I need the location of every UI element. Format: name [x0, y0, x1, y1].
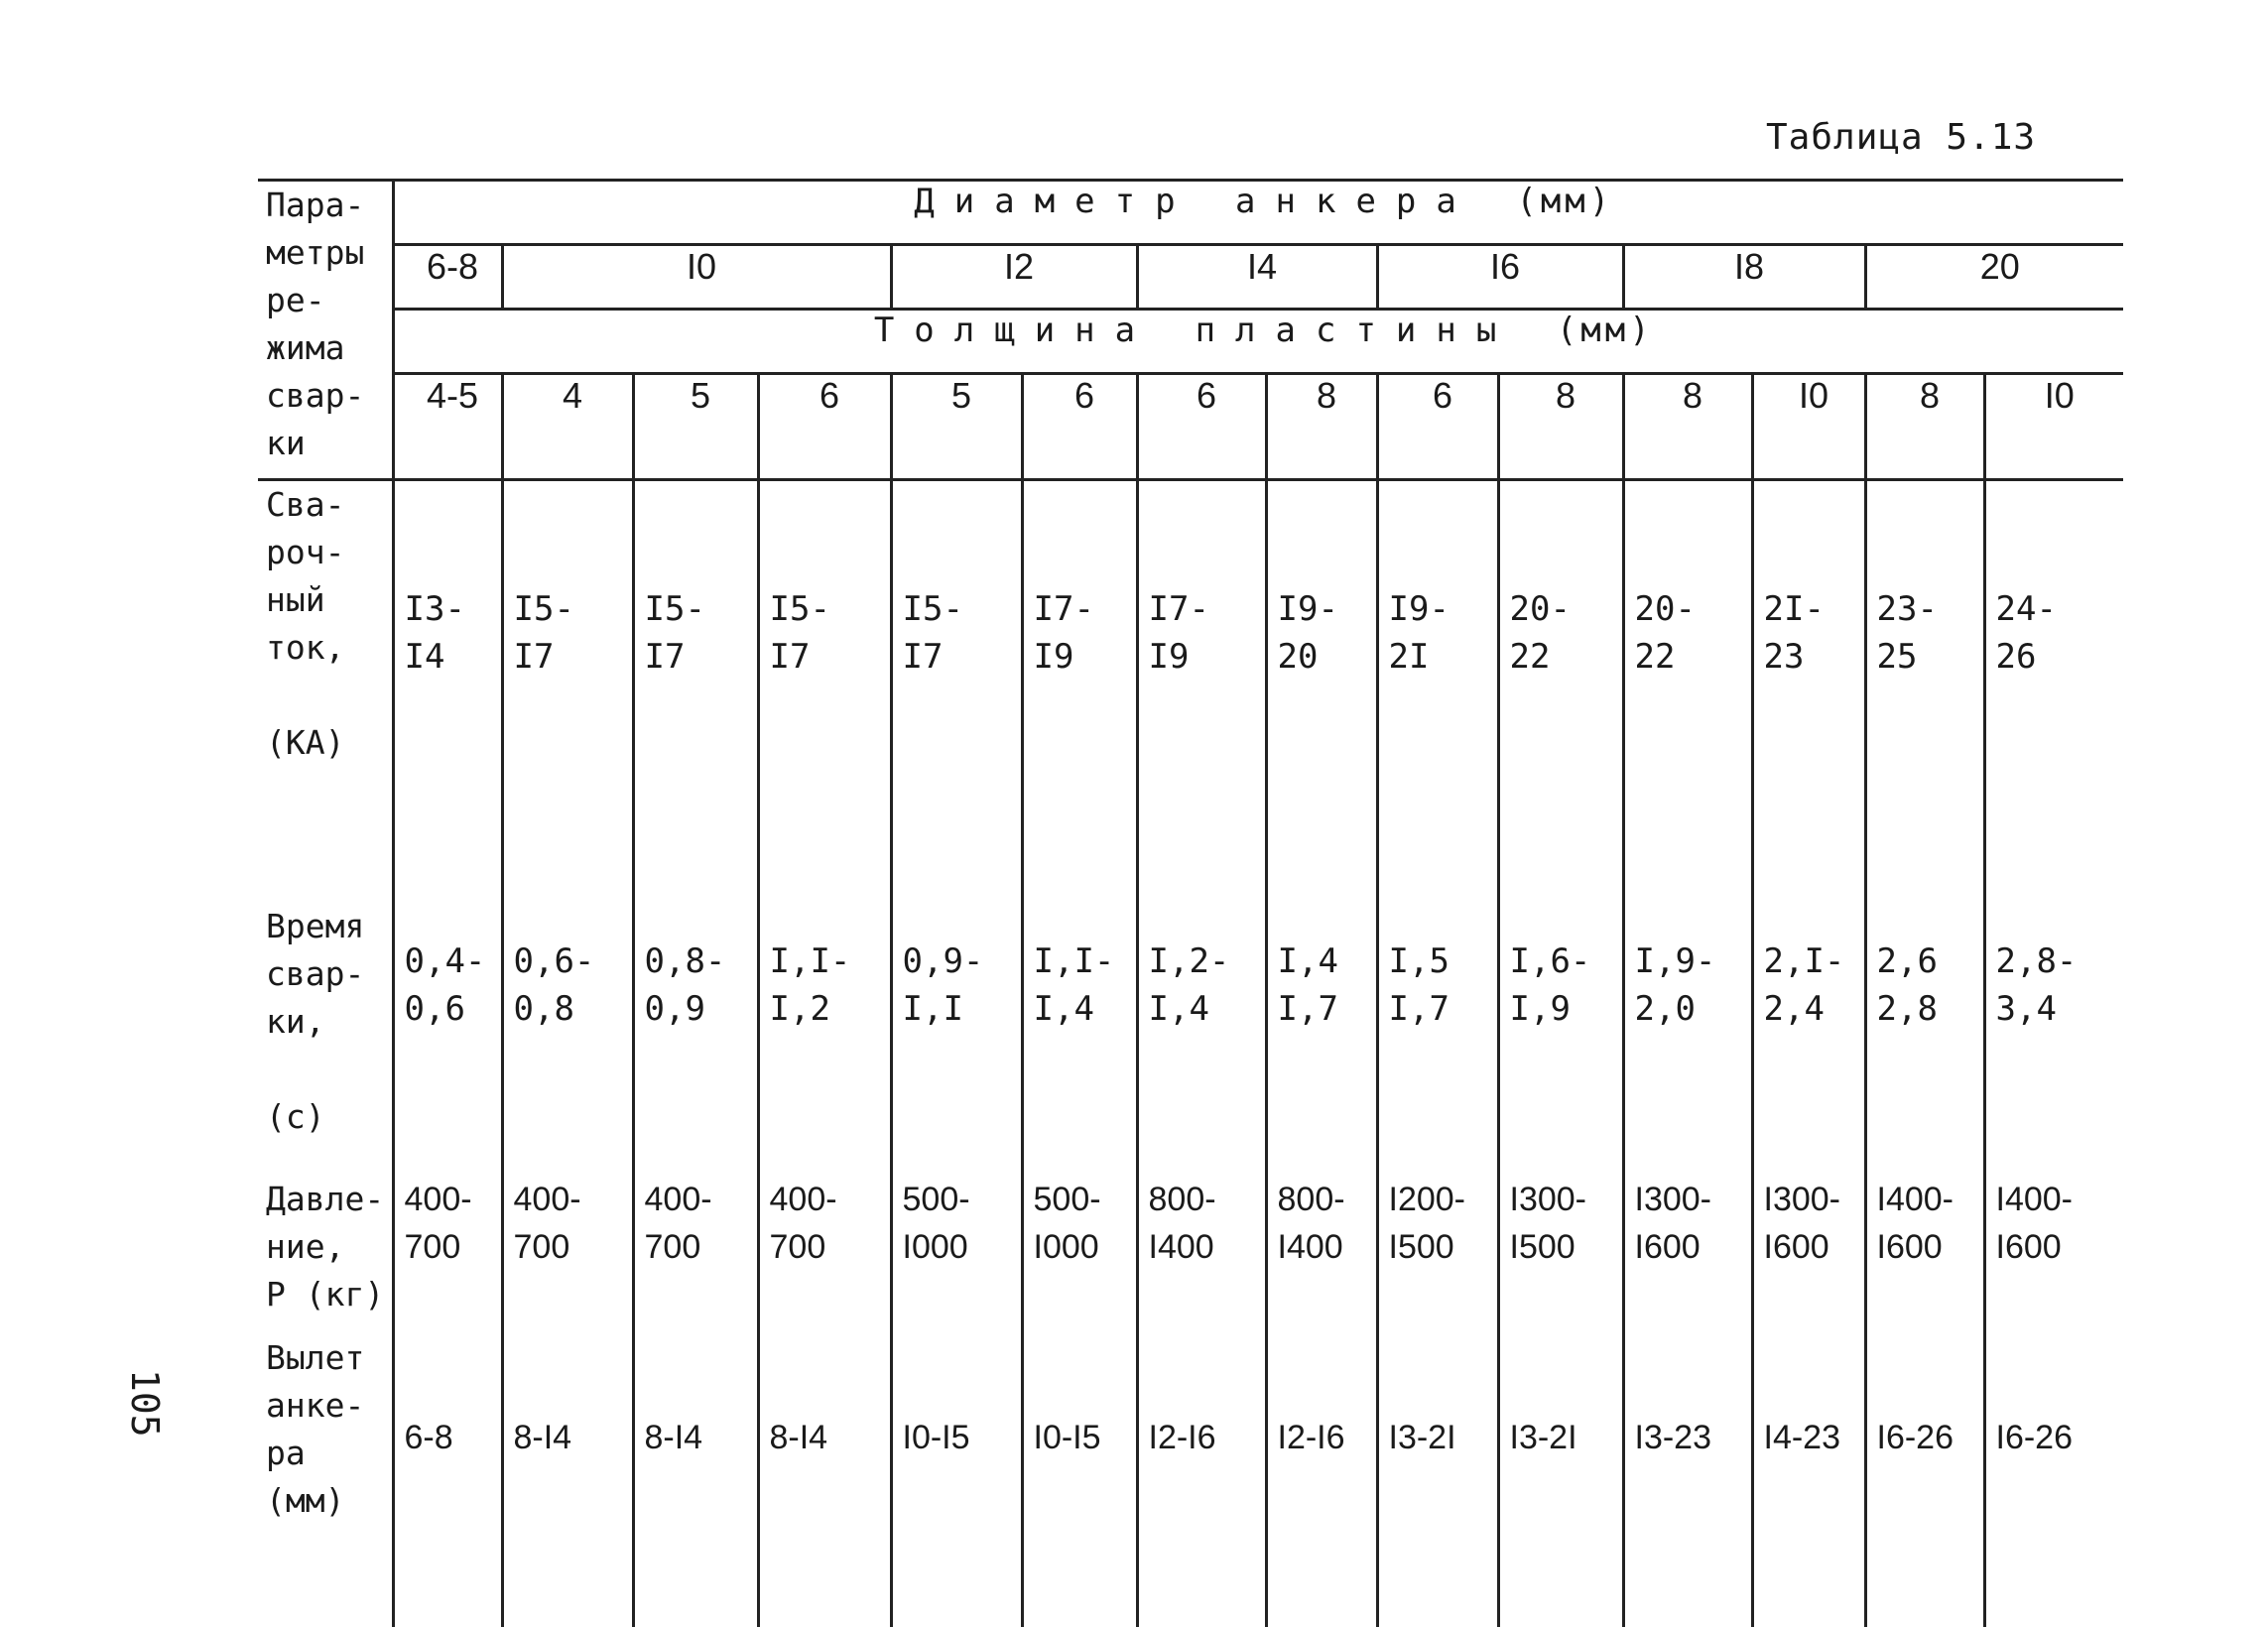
thickness-cell: 8	[1498, 374, 1623, 480]
value-cell: 2,6 2,8	[1865, 903, 1984, 1176]
thickness-cell: 5	[633, 374, 758, 480]
value-cell: 8-I4	[502, 1334, 633, 1627]
diameter-cell: 20	[1865, 245, 2123, 310]
value-cell: I5- I7	[758, 480, 891, 904]
thickness-cell: 5	[891, 374, 1022, 480]
thickness-title: Толщина пластины	[873, 311, 1517, 350]
page-number: 105	[123, 1369, 167, 1438]
thickness-unit: (мм)	[1556, 311, 1654, 350]
diameter-cell: I8	[1623, 245, 1865, 310]
thickness-cell: I0	[1752, 374, 1865, 480]
value-cell: I6-26	[1865, 1334, 1984, 1627]
value-cell: I400- I600	[1865, 1176, 1984, 1334]
value-cell: I4-23	[1752, 1334, 1865, 1627]
value-cell: 8-I4	[758, 1334, 891, 1627]
thickness-cell: 8	[1865, 374, 1984, 480]
value-cell: I300- I600	[1752, 1176, 1865, 1334]
value-cell: I0-I5	[891, 1334, 1022, 1627]
row-label: Время свар- ки, (с)	[266, 907, 365, 1136]
thickness-cell: 6	[1022, 374, 1137, 480]
value-cell: 400- 700	[393, 1176, 502, 1334]
value-cell: 400- 700	[758, 1176, 891, 1334]
welding-current-row	[258, 480, 2123, 904]
diameter-title: Диаметр анкера	[914, 182, 1476, 221]
value-cell: 8-I4	[633, 1334, 758, 1627]
diameter-cell: I4	[1137, 245, 1377, 310]
value-cell: I0-I5	[1022, 1334, 1137, 1627]
diameter-cell: I0	[502, 245, 891, 310]
diameter-cell: I2	[891, 245, 1137, 310]
value-cell: I,4 I,7	[1266, 903, 1377, 1176]
value-cell: I2-I6	[1137, 1334, 1266, 1627]
value-cell: 0,4- 0,6	[393, 903, 502, 1176]
value-cell: I9- 2I	[1377, 480, 1498, 904]
thickness-cell: 6	[1137, 374, 1266, 480]
value-cell: 0,8- 0,9	[633, 903, 758, 1176]
value-cell: 24- 26	[1984, 480, 2123, 904]
param-header-cell	[258, 181, 393, 480]
diameter-cell: I6	[1377, 245, 1623, 310]
value-cell: 500- I000	[1022, 1176, 1137, 1334]
thickness-cell: 4-5	[393, 374, 502, 480]
table-caption: Таблица 5.13	[1766, 117, 2037, 158]
row-label: Сва- роч- ный ток, (КА)	[266, 485, 345, 762]
diameter-unit: (мм)	[1516, 182, 1614, 221]
value-cell: I,9- 2,0	[1623, 903, 1752, 1176]
value-cell: I5- I7	[633, 480, 758, 904]
diameter-cell: 6-8	[393, 245, 502, 310]
value-cell: 2I- 23	[1752, 480, 1865, 904]
value-cell: I5- I7	[891, 480, 1022, 904]
thickness-header	[393, 310, 2123, 374]
value-cell: 500- I000	[891, 1176, 1022, 1334]
value-cell: I,I- I,4	[1022, 903, 1137, 1176]
row-label: Давле- ние, Р (кг)	[266, 1180, 385, 1314]
value-cell: I,6- I,9	[1498, 903, 1623, 1176]
value-cell: I400- I600	[1984, 1176, 2123, 1334]
value-cell: I,2- I,4	[1137, 903, 1266, 1176]
value-cell: 20- 22	[1623, 480, 1752, 904]
value-cell: 800- I400	[1137, 1176, 1266, 1334]
row-label: Вылет анке- ра (мм)	[266, 1338, 365, 1520]
value-cell: I6-26	[1984, 1334, 2123, 1627]
value-cell: 23- 25	[1865, 480, 1984, 904]
thickness-cell: I0	[1984, 374, 2123, 480]
value-cell: 2,8- 3,4	[1984, 903, 2123, 1176]
thickness-cell: 6	[1377, 374, 1498, 480]
value-cell: 20- 22	[1498, 480, 1623, 904]
value-cell: 0,9- I,I	[891, 903, 1022, 1176]
value-cell: I200- I500	[1377, 1176, 1498, 1334]
value-cell: I2-I6	[1266, 1334, 1377, 1627]
thickness-cell: 6	[758, 374, 891, 480]
value-cell: I7- I9	[1022, 480, 1137, 904]
value-cell: 2,I- 2,4	[1752, 903, 1865, 1176]
value-cell: I3-23	[1623, 1334, 1752, 1627]
pressure-row	[258, 1176, 2123, 1334]
diameter-header	[393, 181, 2123, 245]
value-cell: 400- 700	[502, 1176, 633, 1334]
thickness-row	[258, 374, 2123, 480]
value-cell: I,5 I,7	[1377, 903, 1498, 1176]
welding-parameters-table	[258, 179, 2123, 1627]
value-cell: I,I- I,2	[758, 903, 891, 1176]
diameter-row	[258, 245, 2123, 310]
value-cell: 800- I400	[1266, 1176, 1377, 1334]
thickness-cell: 4	[502, 374, 633, 480]
thickness-cell: 8	[1266, 374, 1377, 480]
value-cell: 400- 700	[633, 1176, 758, 1334]
value-cell: I3-2I	[1377, 1334, 1498, 1627]
value-cell: I300- I600	[1623, 1176, 1752, 1334]
value-cell: I300- I500	[1498, 1176, 1623, 1334]
value-cell: I9- 20	[1266, 480, 1377, 904]
param-label: Пара- метры ре- жима свар- ки	[266, 186, 365, 462]
value-cell: I3-2I	[1498, 1334, 1623, 1627]
value-cell: 6-8	[393, 1334, 502, 1627]
value-cell: I7- I9	[1137, 480, 1266, 904]
welding-time-row	[258, 903, 2123, 1176]
value-cell: I5- I7	[502, 480, 633, 904]
value-cell: I3- I4	[393, 480, 502, 904]
thickness-cell: 8	[1623, 374, 1752, 480]
anchor-reach-row	[258, 1334, 2123, 1627]
value-cell: 0,6- 0,8	[502, 903, 633, 1176]
